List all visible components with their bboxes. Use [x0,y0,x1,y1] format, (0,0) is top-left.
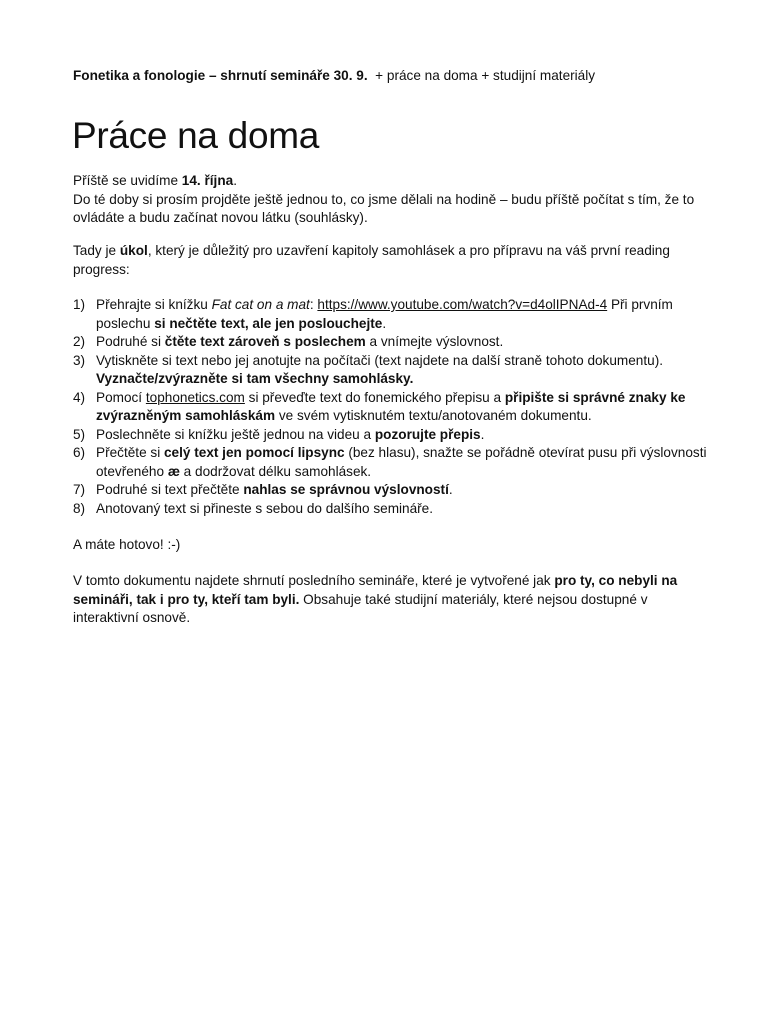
task-text: Anotovaný text si přineste s sebou do dalšího semináře. [96,500,434,516]
task-number: 2) [73,334,86,349]
task-item-7 [73,481,713,500]
task-text: (bez hlasu), snažte se pořádně otevírat pusu při výslovnosti otevřeného [96,445,707,479]
done-text: A máte hotovo! :-) [73,537,181,552]
task-number: 8) [73,500,86,516]
task-text: Poslechněte si knížku ještě jednou na videu a [96,426,375,442]
task-emphasis: čtěte text zároveň s poslechem [164,334,366,349]
task-intro-paragraph [73,242,703,279]
task-keyword: úkol [119,243,148,258]
task-number: 1) [73,297,86,312]
task-emphasis: pozorujte přepis [374,426,481,442]
task-text: Pomocí [96,389,146,405]
task-text: . [448,482,453,497]
task-number: 3) [73,352,86,368]
task-emphasis: si nečtěte text, ale jen poslouchejte [154,315,383,331]
task-item-4 [73,389,713,426]
vowel-symbol: æ [167,463,180,479]
header-course-title: Fonetika a fonologie – shrnutí semináře 30. 9. [73,68,368,83]
task-text: . [480,426,485,442]
summary-emphasis: pro ty, co nebyli na semináři, tak i pro ty, kteří tam byli. [73,573,678,607]
task-text: a vnímejte výslovnost. [365,334,504,349]
task-number: 4) [73,389,86,405]
task-text: Přehrajte si knížku [96,297,212,312]
task-intro-text-b: , který je důležitý pro uzavření kapitoly samohlásek a pro přípravu na váš první reading progress: [73,243,670,277]
task-text: Podruhé si [96,334,165,349]
summary-text-b: Obsahuje také studijní materiály, které nejsou dostupné v interaktivní osnově. [73,591,648,625]
book-title: Fat cat on a mat [211,297,310,312]
task-emphasis: připište si správné znaky ke zvýrazněným samohláskám [96,389,686,423]
next-meeting-period: . [233,173,237,188]
intro-paragraph [73,172,703,228]
task-item-2 [73,333,713,352]
task-intro-text-a: Tady je [73,243,120,258]
task-item-5 [73,426,713,445]
task-text: Při prvním poslechu [96,297,673,331]
task-item-3 [73,352,713,389]
task-text: a dodržovat délku samohlásek. [179,463,372,479]
review-instructions: Do té doby si prosím projděte ještě jednou to, co jsme dělali na hodině – budu příště počítat s tím, že to ovládáte a budu začínat novou látku (souhlásky). [73,191,695,225]
task-text: : [309,297,318,312]
task-emphasis: Vyznačte/zvýrazněte si tam všechny samohlásky. [96,371,414,386]
task-text: Vytiskněte si text nebo jej anotujte na počítači (text najdete na další straně tohoto dokumentu). [96,352,664,368]
task-item-8 [73,500,713,519]
task-number: 7) [73,482,86,497]
summary-text-a: V tomto dokumentu najdete shrnutí posledního semináře, které je vytvořené jak [73,573,555,588]
header-subtitle: + práce na doma + studijní materiály [375,68,596,83]
youtube-link[interactable]: https://www.youtube.com/watch?v=d4olIPNAd-4 [317,297,608,312]
task-emphasis: nahlas se správnou výslovností [243,482,449,497]
summary-paragraph [73,572,703,628]
task-item-1 [73,296,713,333]
task-text: ve svém vytisknutém textu/anotovaném dokumentu. [275,408,592,423]
task-number: 5) [73,426,86,442]
next-meeting-line [73,172,703,191]
task-number: 6) [73,445,86,460]
task-text: si převeďte text do fonemického přepisu a [244,389,505,405]
next-meeting-text: Příště se uvidíme [73,173,182,188]
page-title: Práce na doma [72,115,320,156]
next-meeting-date: 14. října [181,173,234,188]
task-item-6 [73,444,713,481]
task-text: Přečtěte si [96,445,164,460]
task-list [73,296,713,518]
task-text: Podruhé si text přečtěte [96,482,244,497]
task-emphasis: celý text jen pomocí lipsync [164,445,345,460]
task-text: . [382,315,387,331]
done-paragraph [73,536,703,555]
tophonetics-link[interactable]: tophonetics.com [145,389,245,405]
document-header [73,67,713,85]
